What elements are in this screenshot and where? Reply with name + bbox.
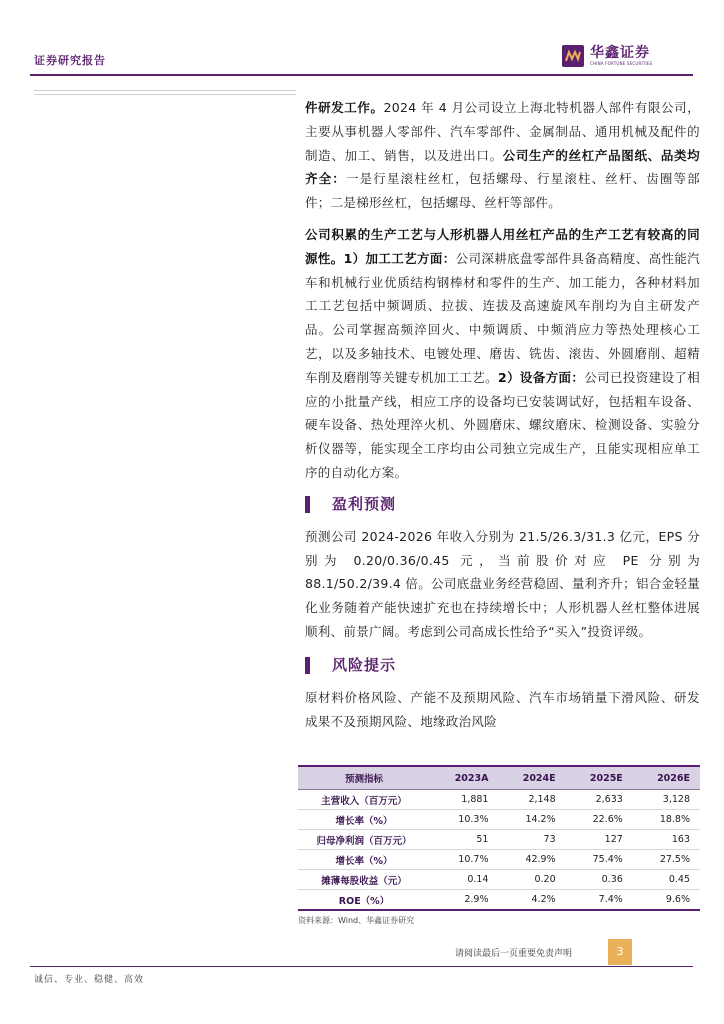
bold-text: 公司积累的生产工艺与人形机器人用丝杠产品的生产工艺有较高的同源性。1）加工工艺方面：: [305, 226, 700, 266]
table-cell: 3,128: [633, 790, 700, 810]
main-content: [305, 96, 700, 741]
table-cell: 9.6%: [633, 890, 700, 911]
table-cell: 163: [633, 830, 700, 850]
table-cell: 2,633: [566, 790, 633, 810]
company-motto: 诚信、专业、稳健、高效: [34, 975, 145, 985]
table-cell: 42.9%: [498, 850, 565, 870]
logo-name-en: CHINA FORTUNE SECURITIES: [590, 60, 653, 66]
body-text: 公司深耕底盘零部件具备高精度、高性能汽车和机械行业优质结构钢棒材和零件的生产、加工能力，各种材料加工工艺包括中频调质、拉拔、连拔及高速旋风车削均为自主研发产品。公司掌握高频淬回火、中频调质、中频消应力等热处理核心工艺，以及多轴技术、电镀处理、磨齿、铣齿、滚齿、外圆磨削、超精车削及磨削等关键专机加工工艺。: [305, 250, 700, 385]
table-row: [298, 790, 700, 810]
page-number: 3: [608, 939, 632, 965]
table-cell: 0.45: [633, 870, 700, 890]
column-header: 2025E: [566, 766, 633, 790]
column-header: 2024E: [498, 766, 565, 790]
column-header: 预测指标: [298, 766, 430, 790]
body-text: 公司已投资建设了相应的小批量产线，相应工序的设备均已安装调试好，包括粗车设备、硬车设备、热处理淬火机、外圆磨床、螺纹磨床、检测设备、实验分析仪器等，能实现全工序均由公司独立完成生产，且能实现相应单工序的自动化方案。: [305, 369, 700, 480]
disclaimer-note: 请阅读最后一页重要免责声明: [455, 949, 573, 959]
header-title: 证券研究报告: [34, 54, 106, 67]
row-label: 归母净利润（百万元）: [298, 830, 430, 850]
section-marker: [305, 496, 310, 513]
row-label: 增长率（%）: [298, 850, 430, 870]
table-row: [298, 870, 700, 890]
table-row: [298, 830, 700, 850]
paragraph-process: [305, 223, 700, 485]
table-cell: 51: [430, 830, 498, 850]
section-marker: [305, 657, 310, 674]
column-header: 2026E: [633, 766, 700, 790]
table-cell: 2.9%: [430, 890, 498, 911]
table-cell: 0.36: [566, 870, 633, 890]
table-row: [298, 850, 700, 870]
row-label: 增长率（%）: [298, 810, 430, 830]
table-cell: 14.2%: [498, 810, 565, 830]
column-header: 2023A: [430, 766, 498, 790]
table-row: [298, 890, 700, 911]
table-cell: 22.6%: [566, 810, 633, 830]
section-title: 盈利预测: [332, 494, 397, 513]
table-cell: 2,148: [498, 790, 565, 810]
paragraph-risk: 原材料价格风险、产能不及预期风险、汽车市场销量下滑风险、研发成果不及预期风险、地缘政治风险: [305, 689, 700, 729]
row-label: ROE（%）: [298, 890, 430, 911]
table-cell: 127: [566, 830, 633, 850]
table-cell: 7.4%: [566, 890, 633, 911]
table-cell: 18.8%: [633, 810, 700, 830]
sidebar-divider: [34, 90, 296, 91]
table-cell: 0.20: [498, 870, 565, 890]
table-cell: 0.14: [430, 870, 498, 890]
table-header-row: [298, 766, 700, 790]
bold-text: 件研发工作。: [305, 100, 384, 115]
bold-text: 2）设备方面：: [498, 369, 585, 385]
sidebar-divider: [34, 94, 296, 95]
table-cell: 75.4%: [566, 850, 633, 870]
bold-text: 公司生产的丝杠产品图纸、品类均齐全：: [305, 147, 700, 187]
forecast-table: [298, 765, 700, 911]
table-cell: 1,881: [430, 790, 498, 810]
paragraph-forecast: 预测公司 2024-2026 年收入分别为 21.5/26.3/31.3 亿元，EPS 分别为 0.20/0.36/0.45 元，当前股价对应 PE 分别为 88.1/50.2/39.4 倍。公司底盘业务经营稳固、量利齐升；铝合金轻量化业务随着产能快速扩充也在持续增长中；人形机器人丝杠整体进展顺利、前景广阔。考虑到公司高成长性给予“买入”投资评级。: [305, 528, 700, 639]
section-heading-risk: [305, 654, 700, 678]
footer-rule: [30, 966, 693, 967]
table-row: [298, 810, 700, 830]
table-cell: 10.3%: [430, 810, 498, 830]
section-heading-forecast: [305, 493, 700, 517]
logo-name-cn: 华鑫证券: [590, 44, 650, 61]
paragraph-rd: [305, 96, 700, 215]
table-cell: 4.2%: [498, 890, 565, 911]
body-text: 2024 年 4 月公司设立上海北特机器人部件有限公司，主要从事机器人零部件、汽车零部件、金属制品、通用机械及配件的制造、加工、销售，以及进出口。: [305, 100, 700, 163]
table-cell: 10.7%: [430, 850, 498, 870]
row-label: 主营收入（百万元）: [298, 790, 430, 810]
header-rule: [30, 74, 693, 76]
body-text: 一是行星滚柱丝杠，包括螺母、行星滚柱、丝杆、齿圈等部件；二是梯形丝杠，包括螺母、丝杆等部件。: [305, 171, 700, 211]
table-source: 资料来源：Wind、华鑫证券研究: [298, 916, 415, 925]
table-cell: 73: [498, 830, 565, 850]
logo-mark-icon: [562, 45, 584, 67]
row-label: 摊薄每股收益（元）: [298, 870, 430, 890]
table-cell: 27.5%: [633, 850, 700, 870]
company-logo: [562, 45, 652, 67]
section-title: 风险提示: [332, 655, 397, 674]
forecast-table-block: [298, 765, 700, 926]
